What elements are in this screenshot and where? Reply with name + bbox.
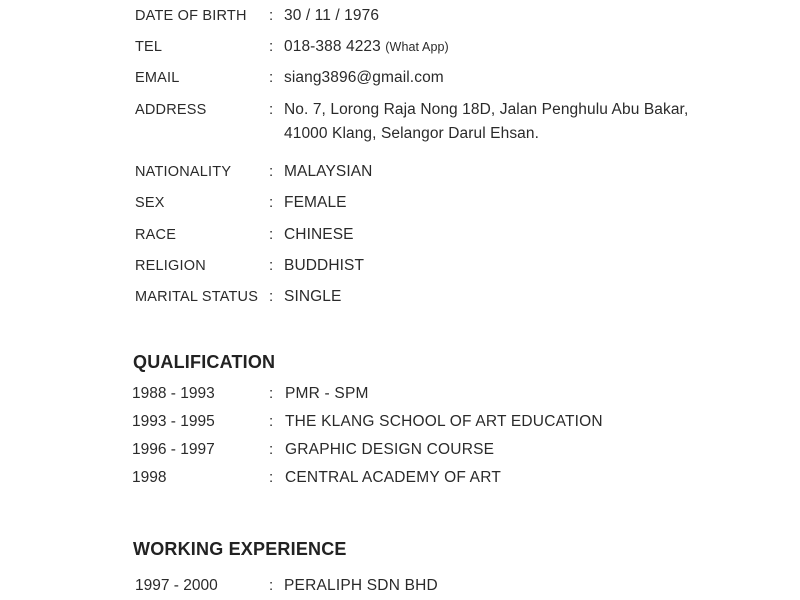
race-value: CHINESE — [284, 226, 354, 243]
experience-period: 1997 - 2000 — [135, 577, 218, 594]
email-value: siang3896@gmail.com — [284, 69, 444, 86]
religion-label: RELIGION — [135, 258, 206, 274]
qualification-period: 1996 - 1997 — [132, 441, 215, 458]
qualification-period: 1993 - 1995 — [132, 413, 215, 430]
colon: : — [269, 69, 274, 86]
experience-company: PERALIPH SDN BHD — [284, 577, 438, 594]
qualification-period: 1998 — [132, 469, 167, 486]
tel-value-group — [284, 37, 449, 57]
marital-value: SINGLE — [284, 288, 342, 305]
colon: : — [269, 288, 274, 305]
tel-label: TEL — [135, 39, 163, 55]
colon: : — [269, 101, 274, 118]
colon: : — [269, 226, 274, 243]
qualification-heading: QUALIFICATION — [133, 352, 276, 372]
qualification-value: GRAPHIC DESIGN COURSE — [285, 441, 495, 458]
colon: : — [269, 38, 274, 55]
address-line2: 41000 Klang, Selangor Darul Ehsan. — [284, 125, 540, 142]
colon: : — [269, 441, 274, 458]
dob-label: DATE OF BIRTH — [135, 8, 247, 24]
email-label: EMAIL — [135, 70, 180, 86]
colon: : — [269, 194, 274, 211]
colon: : — [269, 163, 274, 180]
colon: : — [269, 413, 274, 430]
colon: : — [269, 257, 274, 274]
race-label: RACE — [135, 227, 177, 243]
experience-heading: WORKING EXPERIENCE — [133, 539, 347, 559]
colon: : — [269, 469, 274, 486]
tel-value: 018-388 4223 — [284, 38, 381, 55]
tel-note: (What App) — [385, 40, 449, 54]
colon: : — [269, 385, 274, 402]
colon: : — [269, 7, 274, 24]
sex-label: SEX — [135, 195, 165, 211]
nationality-value: MALAYSIAN — [284, 163, 373, 180]
address-line1: No. 7, Lorong Raja Nong 18D, Jalan Penghulu Abu Bakar, — [284, 101, 689, 118]
qualification-value: PMR - SPM — [285, 385, 369, 402]
qualification-value: THE KLANG SCHOOL OF ART EDUCATION — [285, 413, 603, 430]
religion-value: BUDDHIST — [284, 257, 365, 274]
address-label: ADDRESS — [135, 102, 207, 118]
qualification-period: 1988 - 1993 — [132, 385, 215, 402]
dob-value: 30 / 11 / 1976 — [284, 7, 380, 24]
sex-value: FEMALE — [284, 194, 347, 211]
nationality-label: NATIONALITY — [135, 164, 232, 180]
marital-label: MARITAL STATUS — [135, 289, 259, 305]
colon: : — [269, 577, 274, 594]
qualification-value: CENTRAL ACADEMY OF ART — [285, 469, 501, 486]
